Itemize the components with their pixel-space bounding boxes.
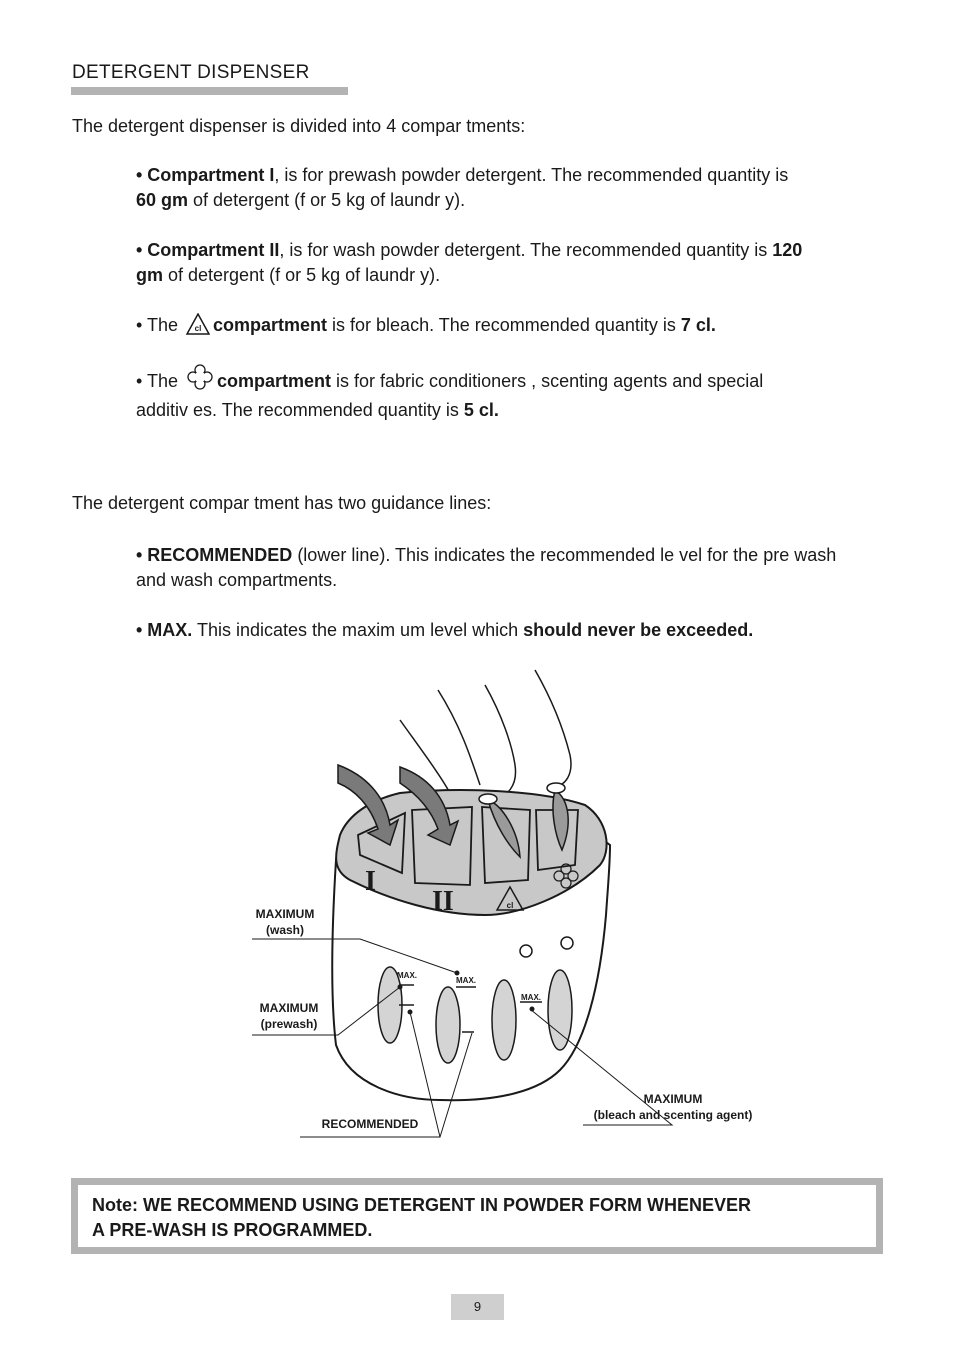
max-mark-bleach: MAX. [521,993,541,1002]
section-heading: DETERGENT DISPENSER [72,62,310,83]
page-number: 9 [451,1294,504,1320]
bullet-bold: compartment [217,371,332,391]
bullet-bold: • Compartment I [136,165,275,185]
bullet-text: • The [136,371,183,391]
bullet-text: and wash compartments. [136,570,338,590]
bullet-text: of detergent (f or 5 kg of laundr y). [188,190,466,210]
bullet-bold: • RECOMMENDED [136,545,293,565]
bleach-triangle-icon [186,313,210,342]
note-text [78,1185,876,1247]
dispenser-diagram [240,665,800,1160]
note-box [71,1178,883,1254]
note-line-1: Note: WE RECOMMEND USING DETERGENT IN POWDER FORM WHENEVER [92,1195,752,1215]
bullet-recommended [136,543,896,593]
max-mark-prewash: MAX. [397,971,417,980]
label-maximum-prewash-2: (prewash) [260,1017,318,1031]
bullet-text: of detergent (f or 5 kg of laundr y). [163,265,441,285]
bullet-bold: 60 gm [136,190,189,210]
roman-numeral-2: II [432,886,454,917]
bullet-text: , is for prewash powder detergent. The recommended quantity is [274,165,789,185]
indicator-hole-left [520,945,532,957]
bullet-bold: • MAX. [136,620,193,640]
intro-paragraph: The detergent dispenser is divided into 4 compar tments: [72,116,526,136]
label-maximum-wash-2: (wash) [265,923,305,937]
bullet-text: is for bleach. The recommended quantity is [327,315,681,335]
bullet-text: • The [136,315,183,335]
roman-numeral-1: I [365,866,376,897]
indicator-hole-right [561,937,573,949]
bullet-bleach [136,313,896,342]
bottle-cap-softener [547,783,565,793]
bleach-cl-text: cl [506,901,514,910]
label-recommended: RECOMMENDED [321,1117,419,1131]
bullet-compartment-2 [136,238,896,288]
label-maximum-bleach-1: MAXIMUM [643,1092,703,1106]
bullet-bold: 120 [772,240,803,260]
bullet-bold: • Compartment II [136,240,280,260]
bullet-bold: gm [136,265,163,285]
heading-underline [71,87,348,95]
bottle-cap-bleach [479,794,497,804]
bullet-bold: 7 cl. [680,315,716,335]
flower-icon [186,363,214,398]
label-maximum-bleach-2: (bleach and scenting agent) [593,1108,753,1122]
level-window-wash [436,987,460,1063]
bullet-text: additiv es. The recommended quantity is [136,400,464,420]
bullet-text: This indicates the maxim um level which [192,620,524,640]
bullet-max [136,618,896,643]
bullet-compartment-1 [136,163,896,213]
svg-text:cl: cl [194,324,202,333]
label-maximum-wash-1: MAXIMUM [255,907,315,921]
bullet-bold: compartment [213,315,328,335]
label-maximum-prewash-1: MAXIMUM [259,1001,319,1015]
bullet-text: (lower line). This indicates the recommended le vel for the pre wash [292,545,837,565]
guidance-intro: The detergent compar tment has two guidance lines: [72,493,492,513]
bullet-softener [136,363,896,423]
level-window-softener [548,970,572,1050]
bullet-text: , is for wash powder detergent. The recommended quantity is [279,240,773,260]
bullet-text: is for fabric conditioners , scenting agents and special [331,371,764,391]
bullet-bold: 5 cl. [463,400,499,420]
level-window-bleach [492,980,516,1060]
bullet-bold: should never be exceeded. [523,620,754,640]
note-line-2: A PRE-WASH IS PROGRAMMED. [92,1220,373,1240]
max-mark-wash: MAX. [456,976,476,985]
